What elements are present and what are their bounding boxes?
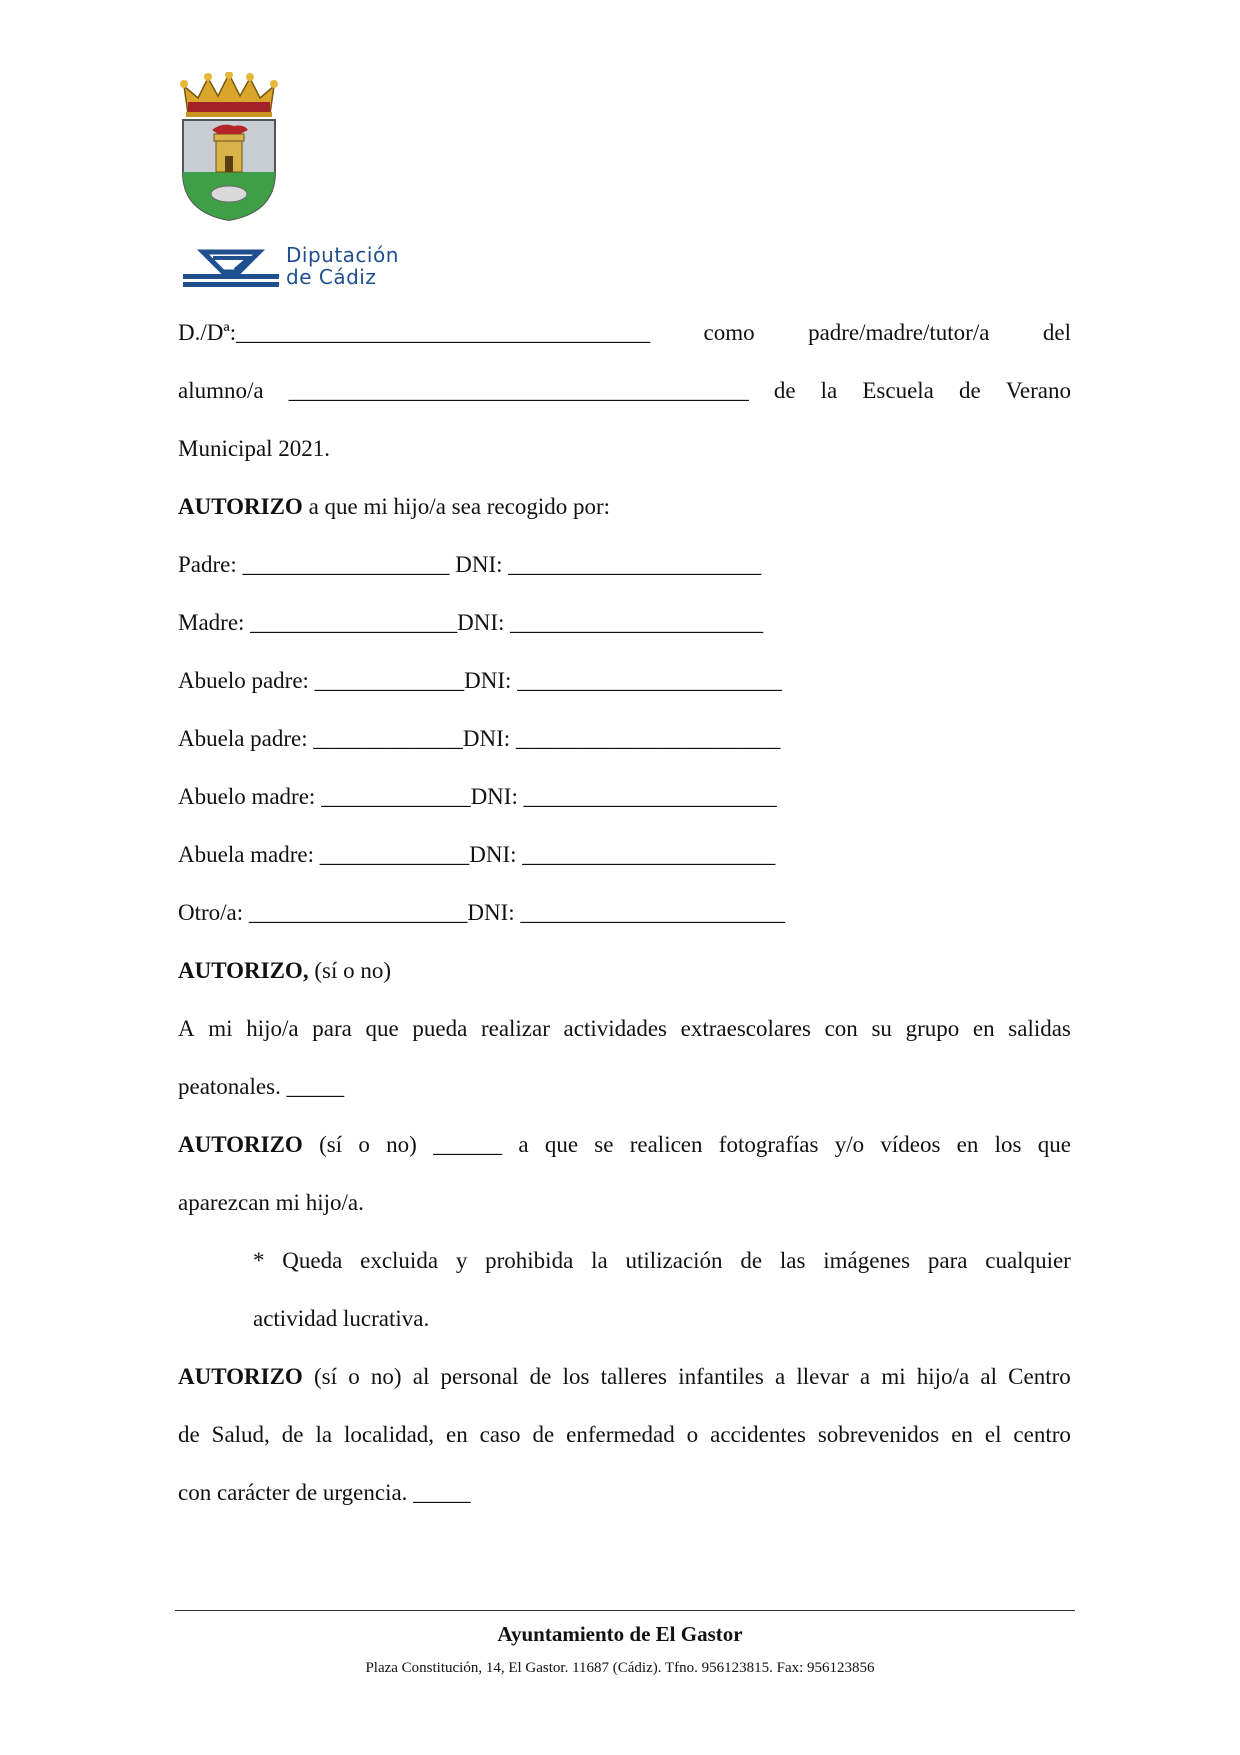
word: Centro: [1008, 1364, 1071, 1389]
word: prohibida: [485, 1248, 574, 1273]
word: realicen: [629, 1132, 703, 1157]
word: padre/madre/tutor/a: [808, 320, 990, 345]
outings-text-line: [178, 1000, 1071, 1058]
health-authorization-line: [178, 1348, 1071, 1406]
autorizo-label: AUTORIZO: [178, 1364, 303, 1389]
word: de: [529, 1364, 552, 1389]
outings-authorization-heading: [178, 942, 1071, 1000]
word: sobrevenidos: [817, 1422, 940, 1447]
pickup-father[interactable]: Padre: __________________ DNI: ______________________: [178, 552, 762, 577]
word: de: [281, 1422, 304, 1447]
word: *: [253, 1248, 265, 1273]
autorizo-label: AUTORIZO: [178, 1132, 303, 1157]
student-name-line: [178, 362, 1071, 420]
word: a: [518, 1132, 529, 1157]
pickup-other[interactable]: Otro/a: ___________________DNI: _______________________: [178, 900, 785, 925]
health-text-line: [178, 1406, 1071, 1464]
word: en: [972, 1016, 995, 1041]
word: a: [774, 1364, 786, 1389]
word: de: [958, 378, 981, 403]
pickup-paternal-grandfather[interactable]: Abuelo padre: _____________DNI: _______________________: [178, 668, 782, 693]
word: Escuela: [862, 378, 934, 403]
word: como: [703, 320, 755, 345]
word: imágenes: [823, 1248, 911, 1273]
word: en: [446, 1422, 468, 1447]
word: se: [594, 1132, 614, 1157]
word: Queda: [282, 1248, 343, 1273]
word: la: [591, 1248, 608, 1273]
form-body: [178, 304, 1071, 1522]
word: los: [562, 1364, 590, 1389]
diputacion-line1: Diputación: [286, 243, 399, 267]
word: caso: [479, 1422, 521, 1447]
word: grupo: [905, 1016, 960, 1041]
diputacion-text: [286, 244, 399, 288]
word: para: [312, 1016, 352, 1041]
student-name-blank[interactable]: ________________________________________: [288, 378, 749, 403]
word: que: [365, 1016, 399, 1041]
word: realizar: [480, 1016, 550, 1041]
word: infantiles: [678, 1364, 764, 1389]
word: de: [532, 1422, 555, 1447]
photo-text-line: aparezcan mi hijo/a.: [178, 1190, 364, 1215]
word: al: [412, 1364, 430, 1389]
pickup-maternal-grandfather[interactable]: Abuelo madre: _____________DNI: ______________________: [178, 784, 777, 809]
word: excluida: [360, 1248, 439, 1273]
word: extraescolares: [680, 1016, 811, 1041]
word: pueda: [412, 1016, 468, 1041]
word: de: [740, 1248, 763, 1273]
image-exclusion-end: actividad lucrativa.: [253, 1306, 430, 1331]
word: con: [824, 1016, 858, 1041]
word: la: [315, 1422, 333, 1447]
footer-address: Plaza Constitución, 14, El Gastor. 11687 (Cádiz). Tfno. 956123815. Fax: 956123856: [365, 1660, 875, 1676]
word: en: [951, 1422, 973, 1447]
word: de: [178, 1422, 200, 1447]
program-line: Municipal 2021.: [178, 436, 331, 461]
word: enfermedad: [566, 1422, 675, 1447]
word: los: [994, 1132, 1022, 1157]
image-exclusion-line: [178, 1232, 1071, 1290]
word: accidentes: [710, 1422, 806, 1447]
word: llevar: [796, 1364, 849, 1389]
photo-authorization-line: [178, 1116, 1071, 1174]
word: Verano: [1005, 378, 1071, 403]
word: su: [871, 1016, 892, 1041]
word: en: [956, 1132, 979, 1157]
word: al: [980, 1364, 997, 1389]
yes-no-text: (sí o no): [308, 958, 391, 983]
autorizo-label: AUTORIZO,: [178, 958, 309, 983]
word: mi: [208, 1016, 233, 1041]
word: y/o: [834, 1132, 865, 1157]
word: cualquier: [985, 1248, 1071, 1273]
footer-title: Ayuntamiento de El Gastor: [497, 1622, 743, 1646]
word: que: [544, 1132, 579, 1157]
diputacion-line2: de Cádiz: [286, 265, 377, 289]
coat-of-arms-crest-icon: [178, 72, 280, 222]
word: el: [984, 1422, 1002, 1447]
word: centro: [1013, 1422, 1071, 1447]
footer-divider: [175, 1610, 1075, 1611]
word: las: [779, 1248, 806, 1273]
word: del: [1042, 320, 1071, 345]
diputacion-emblem-icon: [183, 244, 279, 290]
word: personal: [440, 1364, 519, 1389]
pickup-text: a que mi hijo/a sea recogido por:: [302, 494, 611, 519]
pickup-authorization-heading: [178, 478, 1071, 536]
pickup-paternal-grandmother[interactable]: Abuela padre: _____________DNI: _______________________: [178, 726, 781, 751]
word: talleres: [600, 1364, 667, 1389]
word: salidas: [1008, 1016, 1071, 1041]
word: la: [820, 378, 838, 403]
word: alumno/a: [178, 378, 264, 403]
word: o: [348, 1364, 360, 1389]
word: hijo/a: [246, 1016, 299, 1041]
word: Salud,: [211, 1422, 270, 1447]
word: o: [358, 1132, 370, 1157]
word: actividades: [563, 1016, 668, 1041]
word: no): [386, 1132, 417, 1157]
word: a: [859, 1364, 871, 1389]
autorizo-label: AUTORIZO: [178, 494, 303, 519]
word[interactable]: D./Dª:____________________________________: [178, 320, 651, 345]
word: A: [178, 1016, 195, 1041]
outings-answer-line[interactable]: peatonales. _____: [178, 1074, 345, 1099]
word: vídeos: [880, 1132, 941, 1157]
pickup-mother[interactable]: Madre: __________________DNI: ______________________: [178, 610, 764, 635]
word: (sí: [319, 1132, 343, 1157]
word: que: [1037, 1132, 1071, 1157]
word: o: [686, 1422, 699, 1447]
word[interactable]: ______: [433, 1132, 503, 1157]
diputacion-logo: [183, 244, 423, 290]
health-answer-line[interactable]: con carácter de urgencia. _____: [178, 1480, 471, 1505]
word: localidad,: [344, 1422, 435, 1447]
word: (sí: [314, 1364, 338, 1389]
word: utilización: [625, 1248, 723, 1273]
word: hijo/a: [916, 1364, 970, 1389]
word: mi: [881, 1364, 906, 1389]
parent-name-line: [178, 304, 1071, 362]
word: fotografías: [718, 1132, 819, 1157]
word: y: [455, 1248, 468, 1273]
pickup-maternal-grandmother[interactable]: Abuela madre: _____________DNI: ______________________: [178, 842, 776, 867]
word: de: [773, 378, 796, 403]
word: no): [370, 1364, 402, 1389]
word: para: [927, 1248, 968, 1273]
